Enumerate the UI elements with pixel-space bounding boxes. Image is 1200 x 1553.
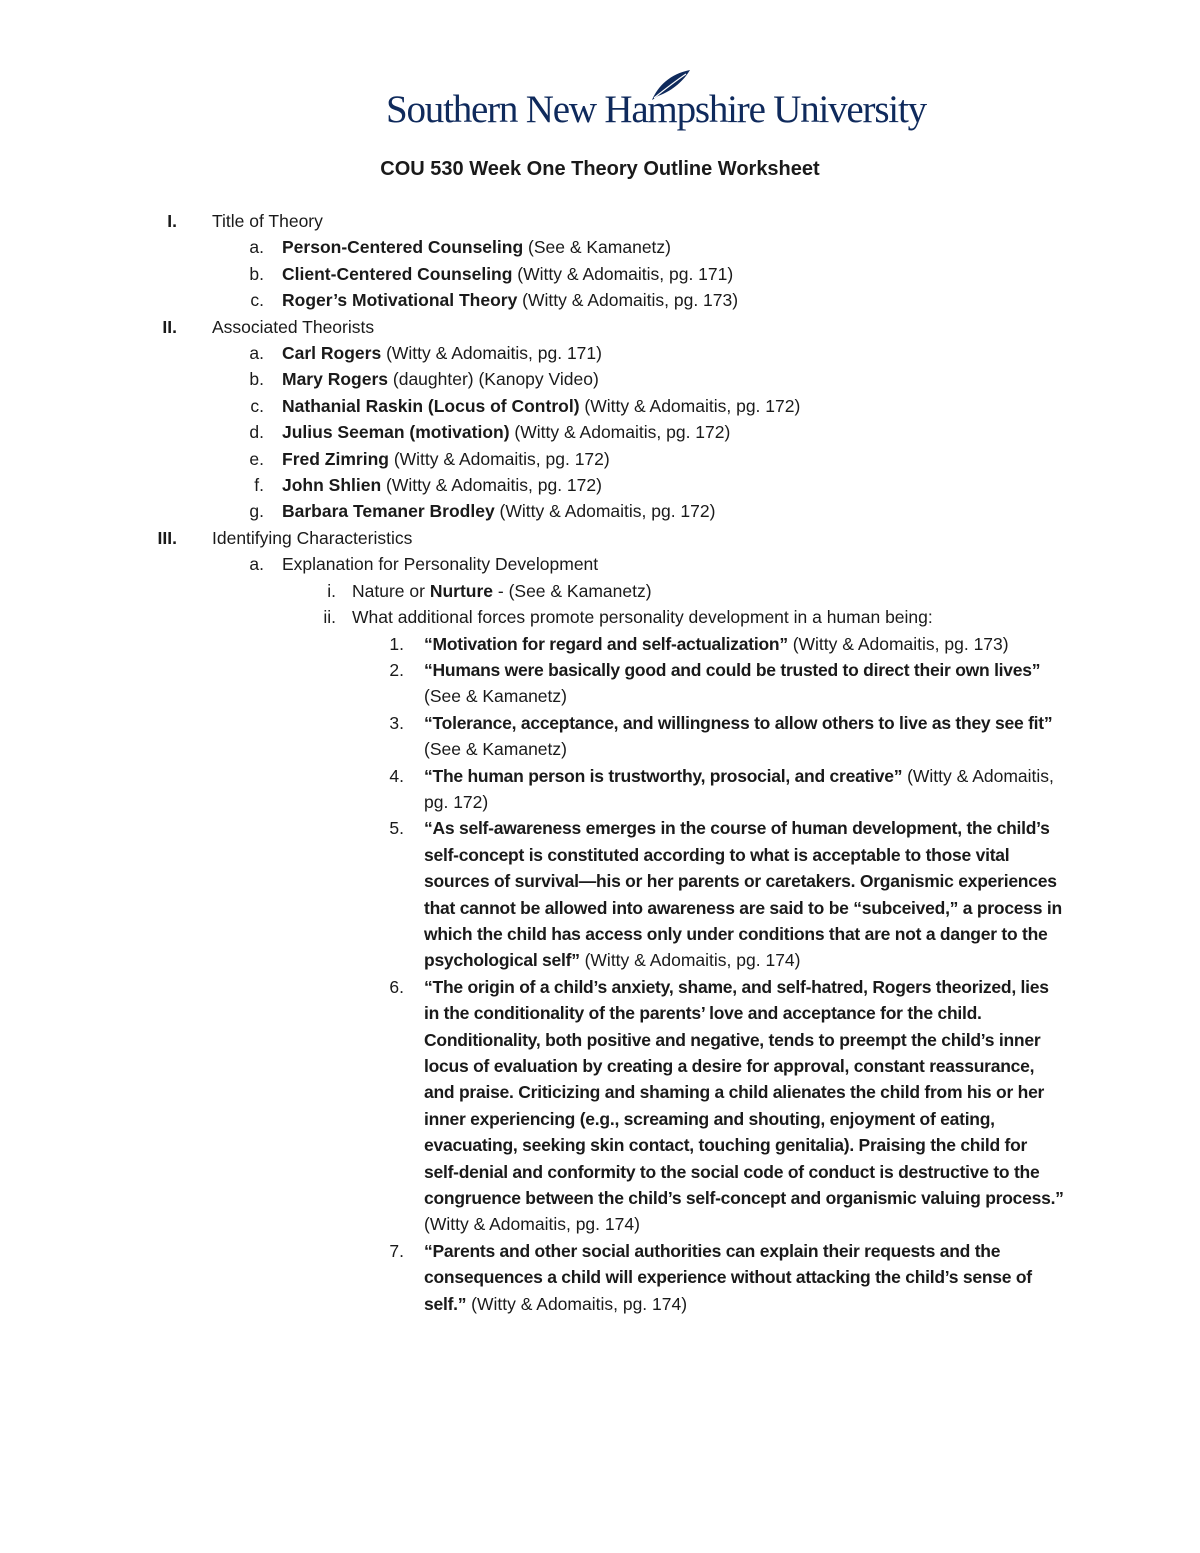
citation: (Witty & Adomaitis, pg. 172) [388,448,610,469]
section-marker: II. [162,316,177,337]
list-marker: a. [249,343,264,364]
list-item [0,287,1200,313]
university-logo [386,68,926,140]
citation: (See & Kamanetz) [523,237,672,258]
citation: - (See & Kamanetz) [493,580,652,601]
theorist-name: Fred Zimring [282,448,389,469]
citation: (Witty & Adomaitis, pg. 171) [512,263,734,284]
quote-text: “The human person is trustworthy, prosocial, and creative” [424,765,903,786]
list-item [0,446,1200,472]
list-marker: c. [250,290,264,311]
citation: (Witty & Adomaitis, pg. 173) [787,633,1009,654]
list-item [0,472,1200,498]
list-item [0,604,1200,630]
list-item [0,498,1200,524]
list-marker: 5. [389,818,404,839]
item-text: Nature or [352,580,430,601]
list-marker: 7. [389,1240,404,1261]
quote-item [0,815,1200,973]
citation: (Witty & Adomaitis, pg. 174) [466,1293,688,1314]
list-item [0,234,1200,260]
list-marker: ii. [323,607,336,628]
citation: (See & Kamanetz) [424,739,567,760]
section-title-of-theory [0,208,1200,234]
list-marker: b. [249,369,264,390]
quote-text: “As self-awareness emerges in the course of human development, the child’s self-concept is constituted according to what is acceptable to those vital sources of survival—his or her parents or caretakers. Organismic experiences that cannot be allowed into awareness are said to be “subceived,” a process in which the child has access only under conditions that are not a danger to the psychological self” [424,818,1062,971]
theory-name: Roger’s Motivational Theory [282,290,518,311]
citation: (Witty & Adomaitis, pg. 172) [494,501,716,522]
quote-text: “Parents and other social authorities can explain their requests and the consequences a child will experience without attacking the child’s sense of self.” [424,1240,1032,1314]
logo-text: Southern New Hampshire University [386,88,926,131]
section-heading: Title of Theory [212,211,323,231]
item-text: What additional forces promote personality development in a human being: [352,607,933,628]
list-marker: 3. [389,712,404,733]
quote-item [0,631,1200,657]
citation: (Witty & Adomaitis, pg. 174) [579,950,801,971]
section-identifying-characteristics [0,525,1200,551]
list-marker: 2. [389,659,404,680]
page-title: COU 530 Week One Theory Outline Worksheet [380,158,820,180]
list-marker: e. [249,448,264,469]
list-item [0,419,1200,445]
citation: (Witty & Adomaitis, pg. 172) [509,422,731,443]
section-heading: Associated Theorists [212,316,375,337]
quote-item [0,657,1200,710]
theory-name: Client-Centered Counseling [282,263,513,284]
citation: (Witty & Adomaitis, pg. 174) [424,1214,640,1235]
list-marker: a. [249,237,264,258]
section-heading: Identifying Characteristics [212,527,413,548]
list-marker: b. [249,263,264,284]
list-item [0,340,1200,366]
theorist-name: Barbara Temaner Brodley [282,501,495,522]
list-item [0,261,1200,287]
list-marker: a. [249,554,264,575]
quote-text: “Humans were basically good and could be trusted to direct their own lives” [424,659,1041,680]
quote-item [0,763,1200,816]
citation: (Witty & Adomaitis, pg. 172) [381,475,602,496]
list-item [0,393,1200,419]
list-item [0,551,1200,577]
list-marker: 4. [389,765,404,786]
quote-text: “Tolerance, acceptance, and willingness to allow others to live as they see fit” [424,712,1053,733]
item-emphasis: Nurture [429,580,494,601]
theorist-name: Nathanial Raskin (Locus of Control) [282,395,580,416]
theorist-name: Julius Seeman (motivation) [282,422,510,443]
quote-text: “The origin of a child’s anxiety, shame, and self-hatred, Rogers theorized, lies in the conditionality of the parents’ love and acceptance for the child. Conditionality, both positive and negative, tends to preempt the child’s inner locus of evaluation by creating a desire for approval, constant reassurance, and praise. Criticizing and shaming a child alienates the child from his or her inner experiencing (e.g., screaming and shouting, enjoyment of eating, evacuating, seeking skin contact, touching genitalia). Praising the child for self-denial and conformity to the social code of conduct is destructive to the congruence between the child’s self-concept and organismic valuing process.” [424,976,1064,1209]
theorist-name: Carl Rogers [282,343,382,364]
theory-outline [0,208,1200,1317]
list-marker: i. [327,580,336,601]
citation: (Witty & Adomaitis, pg. 171) [381,343,602,364]
theorist-name: Mary Rogers [282,369,389,390]
list-item [0,578,1200,604]
list-marker: 1. [389,633,404,654]
citation: (Witty & Adomaitis, pg. 172) [579,395,801,416]
leaf-icon [648,68,692,102]
list-marker: f. [254,475,264,496]
quote-item [0,710,1200,763]
list-marker: 6. [389,976,404,997]
citation: (Witty & Adomaitis, pg. 172) [424,765,1054,812]
list-marker: g. [249,501,264,522]
citation: (Witty & Adomaitis, pg. 173) [517,290,739,311]
quote-text: “Motivation for regard and self-actualization” [424,633,788,654]
list-marker: c. [250,395,264,416]
theorist-name: John Shlien [282,475,382,496]
section-marker: I. [167,211,177,231]
list-item [0,366,1200,392]
quote-item [0,974,1200,1238]
section-associated-theorists [0,314,1200,340]
citation: (daughter) (Kanopy Video) [388,369,599,390]
theory-name: Person-Centered Counseling [282,237,524,258]
citation: (See & Kamanetz) [424,686,567,707]
section-marker: III. [157,527,177,548]
quote-item [0,1238,1200,1317]
list-marker: d. [249,422,264,443]
subheading: Explanation for Personality Development [282,554,599,575]
